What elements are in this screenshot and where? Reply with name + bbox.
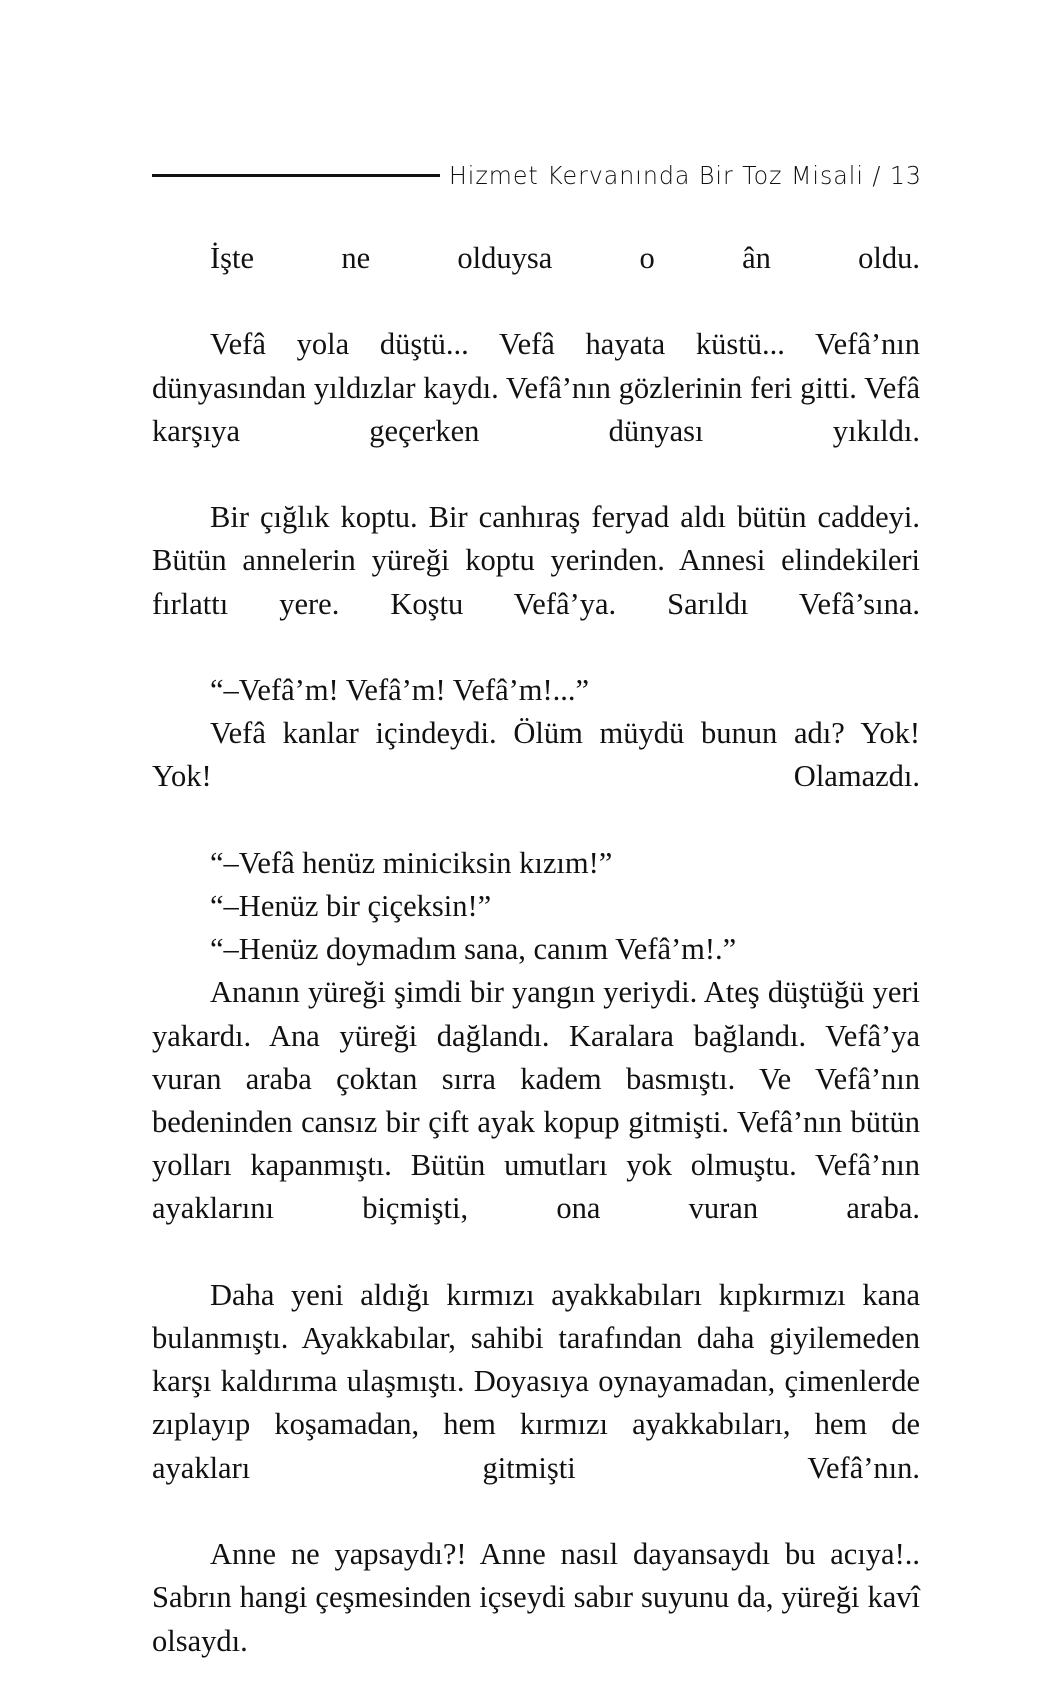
paragraph: Bir çığlık koptu. Bir canhıraş feryad aldı bütün caddeyi. Bütün annelerin yüreği koptu yerinden. Annesi elindekileri fırlattı yere. Koştu Vefâ’ya. Sarıldı Vefâ’sına. — [152, 500, 920, 621]
paragraph: İşte ne olduysa o ân oldu. — [210, 241, 920, 275]
paragraph: Ananın yüreği şimdi bir yangın yeriydi. Ateş düştüğü yeri yakardı. Ana yüreği dağlandı. Karalara bağlandı. Vefâ’ya vuran araba çoktan sırra kadem basmıştı. Ve Vefâ’nın bedeninden cansız bir çift ayak kopup gitmişti. Vefâ’nın bütün yolları kapanmıştı. Bütün umutları yok olmuştu. Vefâ’nın ayaklarını biçmişti, ona vuran araba. — [152, 975, 920, 1226]
dialogue-line: “–Henüz bir çiçeksin!” — [210, 889, 492, 924]
dialogue-line: “–Vefâ’m! Vefâ’m! Vefâ’m!...” — [210, 673, 590, 708]
paragraph: Daha yeni aldığı kırmızı ayakkabıları kıpkırmızı kana bulanmıştı. Ayakkabılar, sahibi tarafından daha giyilemeden karşı kaldırıma ulaşmıştı. Doyasıya oynayamadan, çimenlerde zıplayıp koşamadan, hem kırmızı ayakkabıları, hem de ayakları gitmişti Vefâ’nın. — [152, 1277, 920, 1485]
header-rule-icon — [152, 174, 440, 177]
dialogue-line: “–Henüz doymadım sana, canım Vefâ’m!.” — [210, 932, 737, 967]
paragraph: Anne ne yapsaydı?! Anne nasıl dayansaydı bu acıya!.. Sabrın hangi çeşmesinden içseydi sabır suyunu da, yüreği kavî olsaydı. — [152, 1537, 920, 1658]
paragraph: Vefâ kanlar içindeydi. Ölüm müydü bunun adı? Yok! Yok! Olamazdı. — [152, 716, 920, 794]
body-text-block — [152, 237, 920, 1706]
paragraph: Vefâ yola düştü... Vefâ hayata küstü... Vefâ’nın dünyasından yıldızlar kaydı. Vefâ’nın gözlerinin feri gitti. Vefâ karşıya geçerken dünyası yıkıldı. — [152, 327, 920, 448]
running-header — [152, 158, 922, 192]
header-title: Hizmet Kervanında Bir Toz Misali / 13 — [449, 160, 922, 190]
dialogue-line: “–Vefâ henüz miniciksin kızım!” — [210, 845, 613, 880]
